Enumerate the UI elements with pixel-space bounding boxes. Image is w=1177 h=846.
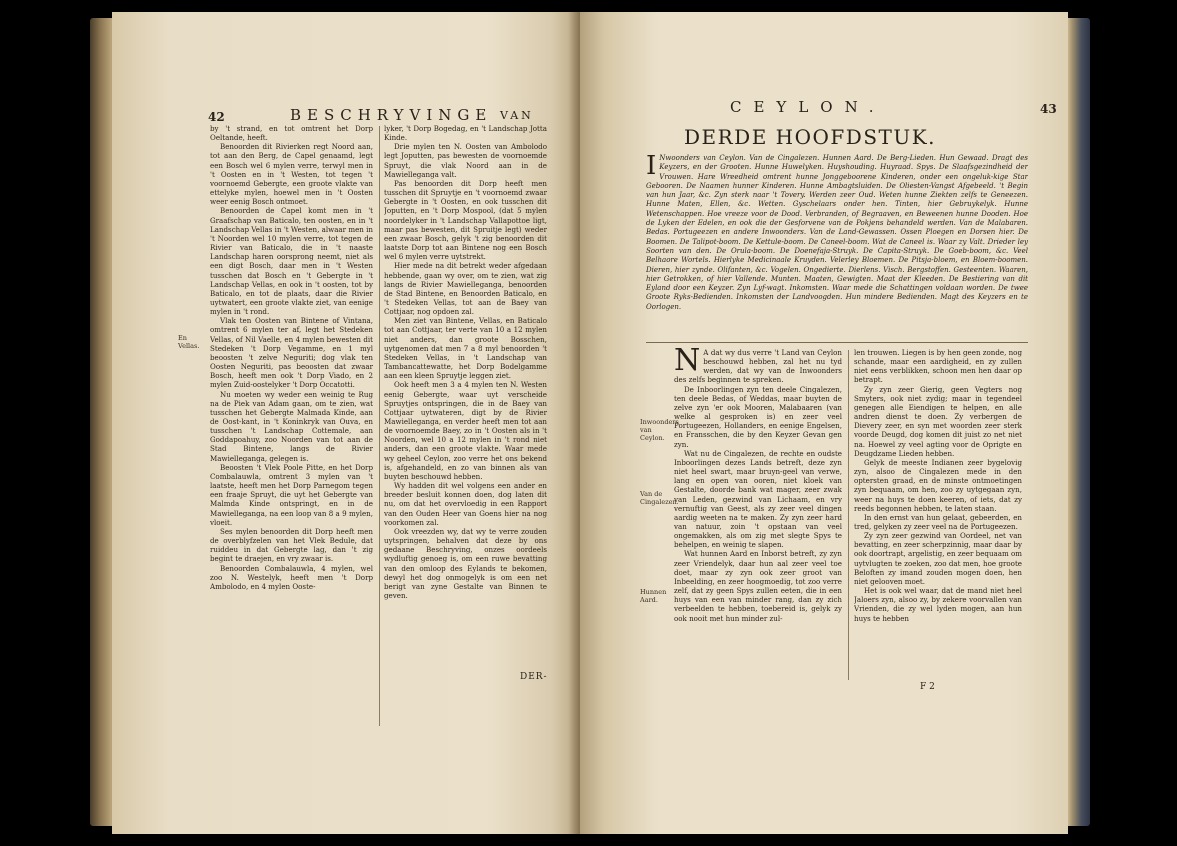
paragraph: Het is ook wel waar, dat de mand niet heel Jaloers zyn, alsoo zy, by zekere voorvallen van Vrienden, die zy wel lyden mogen, aan hun huys te hebben	[854, 586, 1022, 623]
right-column-2	[854, 348, 1022, 678]
right-page	[580, 12, 1068, 834]
paragraph: Benoorden dit Rivierken regt Noord aan, tot aan den Berg, de Capel genaamd, legt een Bosch wel 6 mylen verre, terwyl men in 't Oosten en in 't Westen, tot tegen 't voornoemd Gebergte, een groote vlakte van ettelyke mylen, hoewel men in 't Oosten weer eenig Bosch ontmoet.	[210, 142, 373, 207]
book-edge-right	[1068, 18, 1090, 826]
paragraph: len trouwen. Liegen is by hen geen zonde, nog schande, maar een aardigheid, en zy zullen niet eens verblikken, schoon men hen daar op betrapt.	[854, 348, 1022, 385]
paragraph: Wy hadden dit wel volgens een ander en breeder besluit konnen doen, dog laten dit nu, om dat het overvloedig in een Rapport van den Ouden Heer van Goens hier na nog voorkomen zal.	[384, 481, 547, 527]
left-page	[112, 12, 580, 834]
paragraph: Zy zyn zeer Gierig, geen Vegters nog Smyters, ook niet zydig; maar in tegendeel genegen alle Eiendigen te helpen, en alle andren dienst te doen. Zy verbergen de Dievery zeer, en syn met woorden zeer sterk voorde Deugd, dog komen dit juist zo net niet na. Hoewel zy veel agting voor de Oprigte en Deugdzame Lieden hebben.	[854, 384, 1022, 458]
right-page-number: 43	[1040, 102, 1057, 116]
open-book	[90, 12, 1090, 834]
left-running-head-suffix: VAN	[500, 109, 534, 122]
paragraph: Zy zyn zeer gezwind van Oordeel, net van bevatting, en zeer scherpzinnig, maar daar by ook doortrapt, argelistig, en zeer bequaam om uytvlugten te zoeken, zoo dat men, hoe groote Beloften zy imand zouden mogen doen, hen niet gelooven moet.	[854, 531, 1022, 586]
right-column-1	[674, 348, 842, 678]
paragraph: Gelyk de meeste Indianen zeer bygelovig zyn, alsoo de Cingalezen mede in den optersten graad, en de minste ontmoetingen zyn bequaam, om hen, zoo zy uytgegaan zyn, weer na huys te doen keeren, of iets, dat zy reeds begonnen hebben, te laten staan.	[854, 457, 1022, 513]
paragraph: Ook vreezden wy, dat wy te verre zouden uytspringen, behalven dat deze by ons gedaane Beschryving, onzes oordeels wydluftig genoeg is, om een ruwe bevatting van den omloop des Eylands te bekomen, dewyl het dog onmogelyk is om een net berigt van zyne Gestalte van Binnen te geven.	[384, 526, 547, 600]
right-margin-note-3: Hunnen Aard.	[640, 588, 667, 604]
right-running-head: CEYLON.	[730, 98, 886, 116]
right-margin-note-1: Inwoonders van Ceylon.	[640, 418, 679, 442]
paragraph: by 't strand, en tot omtrent het Dorp Oeltande, heeft.	[210, 124, 373, 143]
left-running-head: BESCHRYVINGE	[290, 106, 493, 124]
paragraph: Benoorden Combalauwla, 4 mylen, wel zoo N. Westelyk, heeft men 't Dorp Ambolodo, en 4 mylen Ooste-	[210, 563, 373, 591]
paragraph: Wat hunnen Aard en Inborst betreft, zy zyn zeer Vriendelyk, daar hun aal zeer veel toe doet, maar zy zyn ook zeer groot van Inbeelding, en zeer hoogmoedig, tot zoo verre zelf, dat zy geen Spys zullen eeten, die in een huys van een van minder rang, dan zy zich verbeelden te hebben, toebereid is, gelyk zy ook nooit met hun minder zul-	[674, 549, 842, 623]
signature-mark: F 2	[920, 682, 935, 692]
paragraph: Vlak ten Oosten van Bintene of Vintana, omtrent 6 mylen ter af, legt het Stedeken Vellas, of Nil Vaelle, en 4 mylen bewesten dit Stedeken 't Dorp Vegamme, en 1 myl beoosten 't zelve Neguriti; dog vlak ten Oosten Neguriti, pas beoosten dat zwaar Bosch, heeft men ook 't Dorp Viado, en 2 mylen Zuid-oostelyker 't Dorp Occatotti.	[210, 316, 373, 390]
paragraph: Ook heeft men 3 a 4 mylen ten N. Westen eenig Gebergte, waar uyt verscheide Spruytjes ontspringen, die in de Baey van Cottjaar uytwateren, digt by de Rivier Mawielleganga, en verder heeft men tot aan de voornoemde Baey, zo in 't Oosten als in 't Noorden, wel 10 a 12 mylen in 't rond niet anders, dan een groote vlakte. Waar mede wy geheel Ceylon, zoo verre het ons bekend is, afgehandeld, en zo van binnen als van buyten beschouwd hebben.	[384, 380, 547, 481]
summary-text: Nwoonders van Ceylon. Van de Cingalezen. Hunnen Aard. De Berg-Lieden. Hun Gewaad. Dragt des Keyzers, en der Grooten. Hunne Huwelyken. Huyshouding. Huyraad. Spys. De Slaafsgezindheid der Vrouwen. Hare Wreedheid omtrent hunne Jonggeboorene Kinderen, onder een ongeluk-kige Star Gebooren. De Naamen hunner Kinderen. Hunne Ambagtsluiden. De Oliesten-Vangst Afgebeeld. 't Begin van hun Jaar, &c. Zyn sterk naar 't Tovery. Werden zeer Oud. Weten hunne Ziekten zelfs te Geneezen. Hunne Maten, Ellen, &c. Wetten. Gyschelaars onder hen. Tinten, hier Gebruykelyk. Hunne Wetenschappen. Hoe vreeze voor de Dood. Verbranden, of Begraaven, en Beweenen hunne Dooden. Hoe de Lyken der Edelen, en ook die der Gesforvene van de Pokjens behandeld werden. Van de Malabaren. Bedas. Portugeezen en andere Inwoonders. Van de Land-Gewassen. Ossen Ploegen en Dorsen hier. De Boomen. De Talipot-boom. De Kettule-boom. De Caneel-boom. Wat de Caneel is. Waar zy Valt. Drieder ley Soorten van den. De Orula-boom. De Doenefaja-Struyk. De Capita-Struyk. De Goeb-boom, &c. Veel Belhaore Wortels. Hierlyke Medicinaale Kruyden. Velerley Bloemen. De Pitsja-bloem, en Bloem-boomen. Dieren, hier zynde. Olifanten, &c. Vogelen. Ongedierte. Dierlens. Visch. Bergstoffen. Gesteenten. Waaren, hier Getrokken, of hier Vallende. Munten. Maaten, Gewigten. Maat der Kleeden. De Bestiering van dit Eyland door een Keyzer. Zyn Lyf-wagt. Inkomsten. Waar mede die Schattingen voldaan worden. De twee Groote Ryks-Bedienden. Inkomsten der Landvoogden. Hun mindere Bedienden. Magt des Keyzers en te Oorlogen.	[646, 154, 1028, 311]
paragraph: Nu moeten wy weder een weinig te Rug na de Piek van Adam gaan, om te zien, wat tusschen het Gebergte Malmada Kinde, aan de Oost-kant, in 't Koninkryk van Ouva, en tusschen 't Landschap Cottemale, aan Goddapoahuy, zoo Noorden van tot aan de Stad Bintene, langs de Rivier Mawielleganga, gelegen is.	[210, 389, 373, 463]
paragraph: Pas benoorden dit Dorp heeft men tusschen dit Spruytje en 't voornoemd zwaar Gebergte in 't Oosten, en ook tusschen dit Joputten, en 't Dorp Mospool, (dat 5 mylen noordelyker in 't Landschap Vallapottoe ligt, maar pas bewesten, dit Spruitje legt) weder een zwaar Bosch, gelyk 't zig benoorden dit laatste Dorp tot aan Bintene nog een Bosch wel 6 mylen verre uytstrekt.	[384, 178, 547, 262]
column-divider	[379, 126, 380, 726]
paragraph: Drie mylen ten N. Oosten van Ambolodo legt Joputten, pas bewesten de voornoemde Spruyt, die vlak Noord aan in de Mawielleganga valt.	[384, 142, 547, 179]
paragraph: lyker, 't Dorp Bogedag, en 't Landschap Jotta Kinde.	[384, 124, 547, 143]
column-divider	[848, 350, 849, 680]
paragraph: Hier mede na dit betrekt weder afgedaan hebbende, gaan wy over, om te zien, wat zig langs de Rivier Mawielleganga, benoorden de Stad Bintene, en Benoorden Baticalo, en 't Stedeken Vellas, tot aan de Baey van Cottjaar, nog opdoen zal.	[384, 261, 547, 317]
left-column-2	[384, 124, 547, 736]
catchword: DER-	[520, 672, 548, 682]
summary-initial: I	[646, 154, 657, 181]
paragraph: N A dat wy dus verre 't Land van Ceylon beschouwd hebben, zal het nu tyd werden, dat wy van de Inwoonders des zelfs beginnen te spreken.	[674, 348, 842, 385]
paragraph: Men ziet van Bintene, Vellas, en Baticalo tot aan Cottjaar, ter verte van 10 a 12 mylen niet anders, dan groote Bosschen, uytgenomen dat men 7 a 8 myl benoorden 't Stedeken Vellas, in 't Landschap van Tambancattewatte, het Dorp Bodelgamme aan een kleen Spruytje leggen ziet.	[384, 316, 547, 381]
chapter-summary	[646, 154, 1028, 340]
drop-cap: N	[674, 348, 701, 378]
paragraph: In den ernst van hun gelaat, gebeerden, en tred, gelyken zy zeer veel na de Portugeezen.	[854, 512, 1022, 531]
paragraph: Beoosten 't Vlek Poole Pitte, en het Dorp Combalauwla, omtrent 3 mylen van 't laatste, heeft men het Dorp Parnegom tegen een fraaje Spruyt, die uyt het Gebergte van Malmda Kinde ontspringt, en in de Mawielleganga, na een loop van 8 a 9 mylen, vloeit.	[210, 462, 373, 527]
paragraph: Benoorden de Capel komt men in 't Graafschap van Baticalo, ten oosten, en in 't Landschap Vellas in 't Westen, alwaar men in 't Noorden wel 10 mylen verre, tot tegen de Rivier van Baticalo, die in 't naaste Landschap haren oorsprong neemt, niet als een digt Bosch, daar men in 't Westen tusschen dat Bosch en 't Gebergte in 't Landschap Vellas, en ook in 't oosten, tot by Baticalo, en tot de plaats, daar die Rivier uytwatert, een groote vlakte ziet, van eenige mylen in 't rond.	[210, 206, 373, 317]
paragraph: Wat nu de Cingalezen, de rechte en oudste Inboorlingen dezes Lands betreft, deze zyn niet heel swart, maar bruyn-geel van verwe, lang en open van ooren, niet kloek van Gestalte, doorde bank wat mager, zeer zwak van Leden, gezwind van Lichaam, en vry vernuftig van Geest, als zy zeer veel dingen aardig weeten na te maken. Zy zyn zeer hard van natuur, zoin 't opstaan van veel ongemakken, als om zig met slegte Spys te behelpen, en weinig te slapen.	[674, 448, 842, 550]
left-page-number: 42	[208, 110, 225, 124]
summary-rule	[646, 342, 1028, 343]
chapter-title: DERDE HOOFDSTUK.	[683, 125, 937, 149]
paragraph: De Inboorlingen zyn ten deele Cingalezen, ten deele Bedas, of Weddas, maar buyten de zelve zyn 'er ook Mooren, Malabaaren (van welke al gesproken is) en zeer veel Portugeezen, Hollanders, en eenige Engelsen, en Fransschen, die by den Keyzer Gevan gen zyn.	[674, 384, 842, 449]
paragraph: Ses mylen benoorden dit Dorp heeft men de overblyfzelen van het Vlek Bedule, dat ruiddeu in dat Gebergte lag, dan 't zig begint te draejen, en vry zwaar is.	[210, 526, 373, 564]
right-margin-note-2: Van de Cingalezen.	[640, 490, 679, 506]
left-column-1	[210, 124, 373, 736]
left-margin-note: En Vellas.	[178, 334, 200, 350]
